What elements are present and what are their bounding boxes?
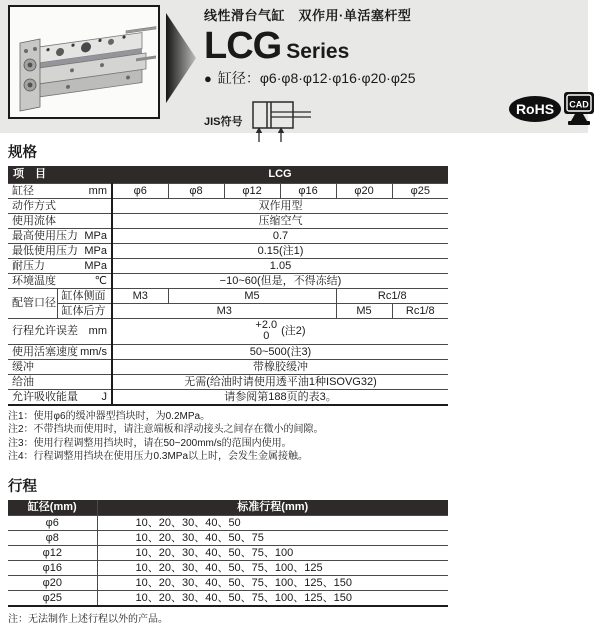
stroke-header-row (8, 500, 448, 516)
row-value: 0.15(注1) (112, 243, 448, 258)
specs-table (8, 166, 448, 406)
row-label: 使用流体 (12, 215, 56, 227)
row-unit: mm/s (80, 346, 107, 358)
spec-row (8, 344, 448, 359)
jis-symbol-row (204, 100, 504, 144)
row-value: 1.05 (112, 258, 448, 273)
stroke-bore: φ20 (8, 576, 97, 591)
spec-row (8, 258, 448, 273)
stroke-bore: φ16 (8, 561, 97, 576)
bore-sizes-text: 缸径：φ6·φ8·φ12·φ16·φ20·φ25 (218, 68, 416, 88)
spec-note: 注1：使用φ6的缓冲器型挡块时，为0.2MPa。 (8, 410, 448, 424)
row-label: 动作方式 (12, 200, 56, 212)
spec-row (8, 389, 448, 405)
stroke-note: 注：无法制作上述行程以外的产品。 (8, 610, 448, 625)
row-value: 请参阅第188页的表3。 (112, 389, 448, 405)
stroke-section-title: 行程 (8, 475, 448, 496)
bore-cell: φ12 (224, 183, 280, 198)
row-unit: J (102, 391, 108, 403)
spec-row (8, 374, 448, 389)
spec-note: 注3：使用行程调整用挡块时，请在50~200mm/s的范围内使用。 (8, 437, 448, 451)
product-image (8, 5, 160, 119)
bore-sizes-line (204, 68, 504, 88)
piping-cell: M5 (168, 288, 336, 303)
row-unit: MPa (84, 260, 107, 272)
row-value: −10~60(但是，不得冻结) (112, 273, 448, 288)
row-label: 行程允许误差 (12, 325, 78, 337)
spec-notes (8, 410, 448, 464)
banner-arrow-icon (166, 13, 196, 103)
piping-cell: M3 (112, 288, 168, 303)
piping-cell: M5 (336, 303, 392, 318)
spec-row-piping-side (8, 288, 448, 303)
row-label: 耐压力 (12, 260, 45, 272)
row-label: 使用活塞速度 (12, 346, 78, 358)
stroke-values: 10、20、30、40、50、75、100、125、150 (97, 576, 448, 591)
spec-row (8, 213, 448, 228)
stroke-table (8, 500, 448, 608)
stroke-values: 10、20、30、40、50、75、100、125 (97, 561, 448, 576)
row-label: 最低使用压力 (12, 245, 78, 257)
stroke-row (8, 531, 448, 546)
piping-sub-label: 缸体侧面 (57, 288, 112, 303)
series-suffix: Series (286, 40, 349, 63)
spec-note: 注2：不带挡块而使用时，请注意端板和浮动接头之间存在微小的间隙。 (8, 423, 448, 437)
series-name: LCG (204, 25, 281, 67)
piping-cell: Rc1/8 (336, 288, 448, 303)
row-value: 无需(给油时请使用透平油1种ISOVG32) (112, 374, 448, 389)
row-label: 允许吸收能量 (12, 391, 78, 403)
row-unit: MPa (84, 230, 107, 242)
bore-cell: φ25 (392, 183, 448, 198)
stroke-values: 10、20、30、40、50、75 (97, 531, 448, 546)
specs-header-item: 项 目 (8, 166, 112, 183)
spec-row (8, 198, 448, 213)
row-value: 带橡胶缓冲 (112, 359, 448, 374)
spec-row-tolerance (8, 318, 448, 344)
row-label: 缸径 (12, 185, 34, 197)
bore-cell: φ20 (336, 183, 392, 198)
stroke-bore: φ25 (8, 591, 97, 607)
product-subtitle: 线性滑台气缸 双作用·单活塞杆型 (204, 5, 504, 24)
spec-note: 注4：行程调整用挡块在使用压力0.3MPa以上时，会发生金属接触。 (8, 450, 448, 464)
stroke-bore: φ12 (8, 546, 97, 561)
stroke-bore: φ8 (8, 531, 97, 546)
row-label: 最高使用压力 (12, 230, 78, 242)
row-label: 环境温度 (12, 275, 56, 287)
rohs-badge-label: RoHS (516, 101, 554, 117)
row-label: 缓冲 (12, 361, 34, 373)
tolerance-value (112, 318, 448, 344)
row-unit: MPa (84, 245, 107, 257)
stroke-header-strokes: 标准行程(mm) (97, 500, 448, 516)
stroke-section (8, 475, 448, 625)
tolerance-upper: +2.0 (255, 320, 277, 331)
spec-row-bore (8, 183, 448, 198)
specs-header-series: LCG (112, 166, 448, 183)
row-value: 压缩空气 (112, 213, 448, 228)
spec-row (8, 359, 448, 374)
series-title (204, 25, 504, 67)
stroke-row (8, 576, 448, 591)
rohs-badge-icon (508, 95, 562, 123)
row-value: 50~500(注3) (112, 344, 448, 359)
piping-label: 配管口径 (8, 288, 57, 318)
row-value: 0.7 (112, 228, 448, 243)
cad-icon-label: CAD (569, 100, 589, 110)
stroke-row (8, 591, 448, 607)
bore-cell: φ6 (112, 183, 168, 198)
stroke-values: 10、20、30、40、50、75、100、125、150 (97, 591, 448, 607)
piping-cell: M3 (112, 303, 336, 318)
spec-row-piping-rear (8, 303, 448, 318)
row-value: 双作用型 (112, 198, 448, 213)
bore-cell: φ16 (280, 183, 336, 198)
stroke-row (8, 546, 448, 561)
stroke-values: 10、20、30、40、50、75、100 (97, 546, 448, 561)
row-label: 给油 (12, 376, 34, 388)
stroke-values: 10、20、30、40、50 (97, 516, 448, 531)
piping-sub-label: 缸体后方 (57, 303, 112, 318)
stroke-bore: φ6 (8, 516, 97, 531)
jis-symbol-label: JIS符号 (204, 113, 243, 129)
row-unit: ℃ (95, 275, 107, 287)
row-unit: mm (89, 185, 107, 197)
tolerance-lower: 0 (255, 331, 277, 342)
spec-row (8, 243, 448, 258)
spec-row (8, 273, 448, 288)
specs-section-title: 规格 (8, 141, 448, 162)
title-block (204, 5, 504, 144)
stroke-row (8, 516, 448, 531)
stroke-row (8, 561, 448, 576)
header-banner (0, 0, 588, 133)
piping-cell: Rc1/8 (392, 303, 448, 318)
row-unit: mm (89, 325, 107, 337)
stroke-header-bore: 缸径(mm) (8, 500, 97, 516)
product-illustration (10, 7, 158, 117)
specs-header-row (8, 166, 448, 183)
bullet-icon: ● (204, 71, 212, 86)
tolerance-note: (注2) (281, 325, 305, 337)
spec-row (8, 228, 448, 243)
bore-cell: φ8 (168, 183, 224, 198)
jis-cylinder-symbol-icon (252, 100, 314, 144)
cad-icon (563, 91, 596, 127)
main-content (8, 141, 448, 625)
